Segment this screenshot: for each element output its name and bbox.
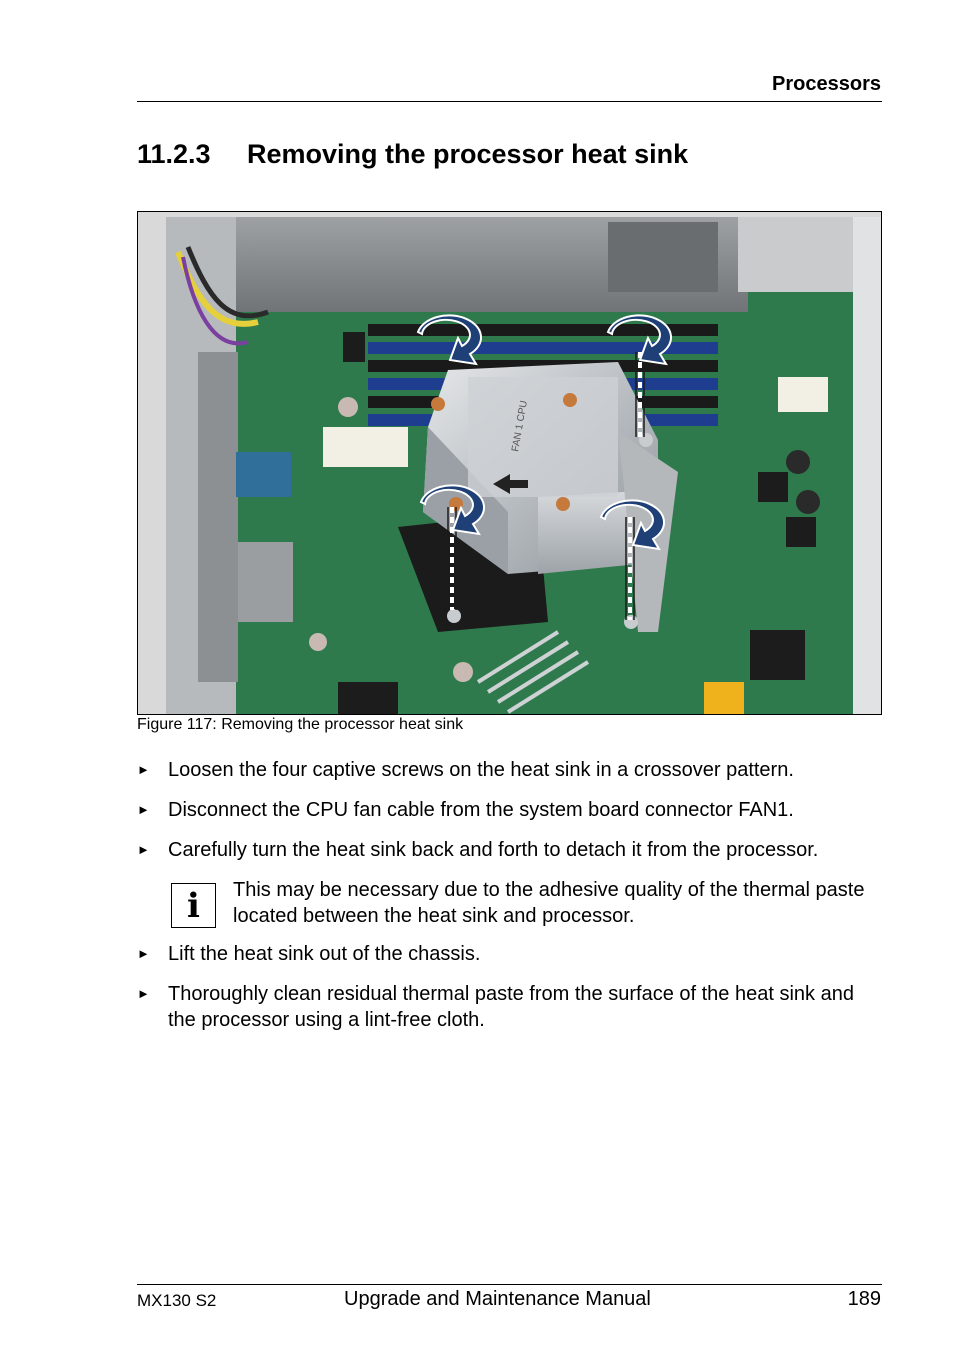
bullet-arrow-icon: ►: [137, 842, 150, 857]
section-heading: [137, 139, 688, 170]
step-text: Carefully turn the heat sink back and forth to detach it from the processor.: [168, 839, 819, 861]
figure-caption: Figure 117: Removing the processor heat sink: [137, 716, 464, 733]
footer-model: MX130 S2: [137, 1291, 217, 1310]
step-text: Lift the heat sink out of the chassis.: [168, 943, 481, 965]
bullet-arrow-icon: ►: [137, 802, 150, 817]
bullet-arrow-icon: ►: [137, 946, 150, 961]
page-number: 189: [847, 1288, 881, 1310]
figure-photo: [137, 211, 882, 715]
step-text: Disconnect the CPU fan cable from the system board connector FAN1.: [168, 799, 794, 821]
step-text: Thoroughly clean residual thermal paste from the surface of the heat sink and the processor using a lint-free cloth.: [168, 983, 854, 1031]
info-icon: i: [171, 883, 216, 928]
running-header: Processors: [772, 73, 881, 95]
svg-text:FAN 1 CPU: FAN 1 CPU: [510, 399, 530, 453]
section-number: 11.2.3: [137, 139, 211, 169]
bullet-arrow-icon: ►: [137, 986, 150, 1001]
footer-manual-title: Upgrade and Maintenance Manual: [344, 1288, 651, 1310]
footer-divider: [137, 1284, 882, 1285]
bullet-arrow-icon: ►: [137, 762, 150, 777]
header-divider: [137, 101, 882, 102]
step-text: Loosen the four captive screws on the heat sink in a crossover pattern.: [168, 759, 794, 781]
section-title: Removing the processor heat sink: [247, 139, 689, 169]
heat-sink-photo-illustration: [138, 212, 881, 714]
note-text: This may be necessary due to the adhesive quality of the thermal paste located between the heat sink and processor.: [233, 879, 865, 927]
